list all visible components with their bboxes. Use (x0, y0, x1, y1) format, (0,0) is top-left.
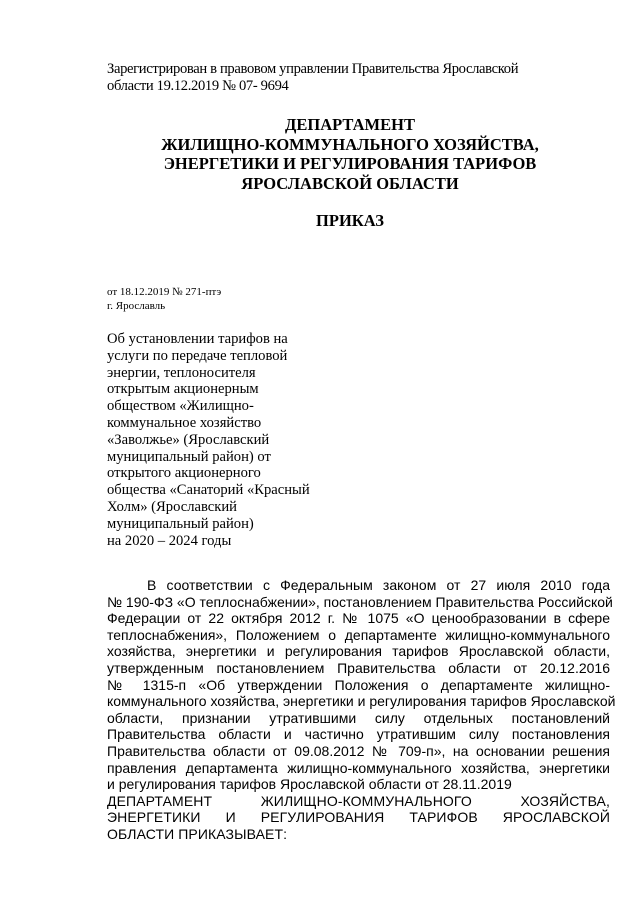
order-number-date: от 18.12.2019 № 271-птэ (107, 286, 222, 298)
subject-line: Об установлении тарифов на (107, 331, 288, 347)
body-line: Правительства области от 09.08.2012 № 709-п», на основании решения (107, 742, 610, 759)
department-line-1: ДЕПАРТАМЕНТ (285, 115, 415, 134)
subject-line: Холм» (Ярославский (107, 498, 237, 515)
body-line: ОБЛАСТИ ПРИКАЗЫВАЕТ: (107, 825, 288, 842)
body-line: и регулирования тарифов Ярославской области от 28.11.2019 (107, 776, 512, 793)
subject-line: муниципальный район) (107, 515, 254, 532)
subject-line: открытого акционерного (107, 465, 261, 482)
body-line: Федерации от 22 октября 2012 г. № 1075 «О ценообразовании в сфере (107, 610, 610, 627)
body-line: области, признании утратившими силу отдельных постановлений (107, 709, 610, 726)
subject-line: на 2020 – 2024 годы (107, 532, 232, 549)
body-line: Правительства области и частично утратившим силу постановления (107, 726, 610, 743)
department-heading (100, 115, 600, 193)
registration-line-1: Зарегистрирован в правовом управлении Правительства Ярославской (107, 61, 519, 77)
body-line: № 190-ФЗ «О теплоснабжении», постановлением Правительства Российской (107, 593, 613, 610)
body-line: хозяйства, энергетики и регулирования тарифов Ярославской области, (107, 643, 610, 660)
subject-line: обществом «Жилищно- (107, 398, 254, 415)
department-line-2: ЖИЛИЩНО-КОММУНАЛЬНОГО ХОЗЯЙСТВА, (161, 134, 539, 154)
body-line: ЭНЕРГЕТИКИ И РЕГУЛИРОВАНИЯ ТАРИФОВ ЯРОСЛАВСКОЙ (107, 809, 610, 826)
subject-line: открытым акционерным (107, 381, 259, 398)
body-line: теплоснабжения», Положением о департаменте жилищно-коммунального (107, 626, 610, 643)
body-line: утвержденным постановлением Правительства области от 20.12.2016 (107, 659, 610, 676)
subject-line: энергии, теплоносителя (107, 364, 256, 381)
subject-line: общества «Санаторий «Красный (107, 482, 310, 499)
order-subject (107, 331, 310, 549)
subject-line: коммунальное хозяйство (107, 414, 262, 431)
order-title: ПРИКАЗ (316, 211, 384, 230)
subject-line: услуги по передаче тепловой (107, 347, 288, 364)
department-line-3: ЭНЕРГЕТИКИ И РЕГУЛИРОВАНИЯ ТАРИФОВ (163, 154, 537, 173)
body-line: В соответствии с Федеральным законом от 27 июля 2010 года (147, 577, 610, 593)
registration-note (107, 61, 577, 95)
body-line: коммунального хозяйства, энергетики и регулирования тарифов Ярославской (107, 693, 616, 710)
registration-line-2: области 19.12.2019 № 07- 9694 (107, 78, 289, 94)
body-line: правления департамента жилищно-коммунального хозяйства, энергетики (107, 759, 610, 776)
order-body (107, 577, 616, 843)
order-meta (107, 285, 221, 313)
department-line-4: ЯРОСЛАВСКОЙ ОБЛАСТИ (241, 173, 459, 193)
body-line: ДЕПАРТАМЕНТ ЖИЛИЩНО-КОММУНАЛЬНОГО ХОЗЯЙСТВА, (107, 792, 610, 809)
body-line: № 1315-п «Об утверждении Положения о департаменте жилищно- (107, 676, 610, 693)
subject-line: муниципальный район) от (107, 448, 271, 465)
subject-line: «Заволжье» (Ярославский (107, 431, 270, 448)
order-city: г. Ярославль (107, 300, 166, 312)
